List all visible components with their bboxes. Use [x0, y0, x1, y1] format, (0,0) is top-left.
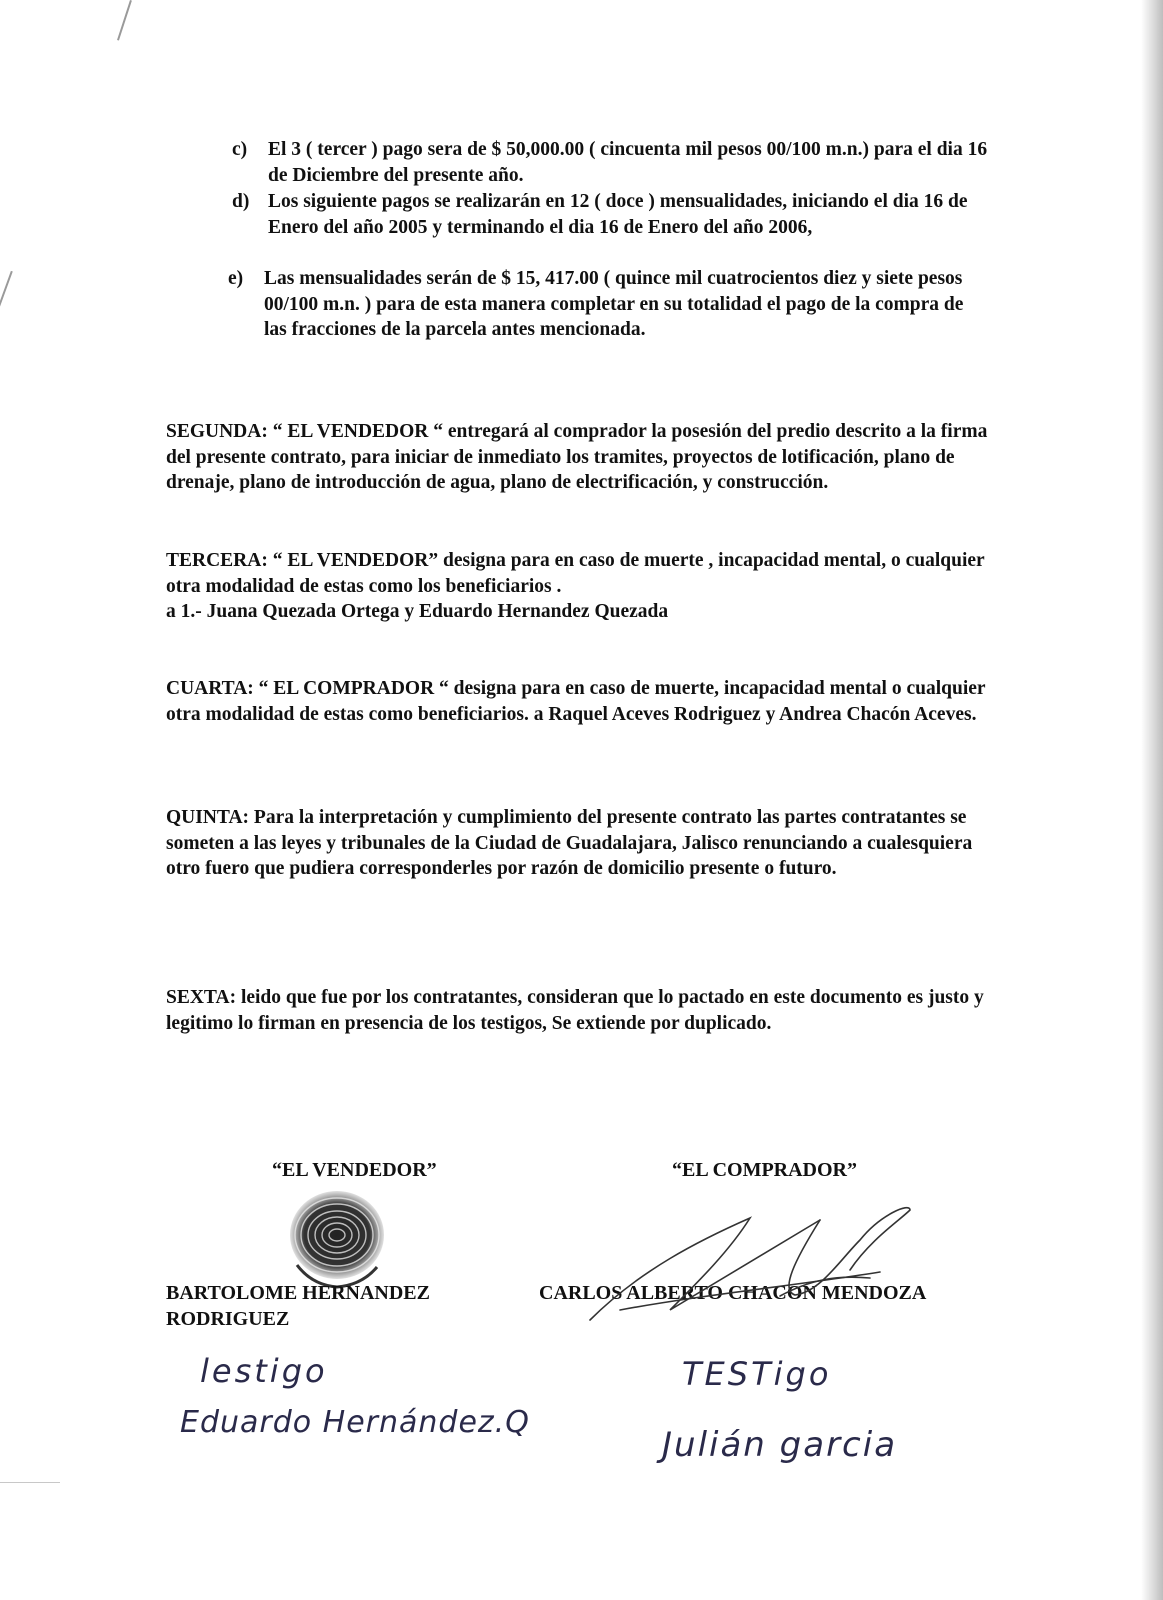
item-label: c): [232, 139, 248, 160]
payment-item-e: [228, 266, 988, 343]
buyer-title: “EL COMPRADOR”: [672, 1159, 857, 1181]
clause-cuarta: CUARTA: “ EL COMPRADOR “ designa para en caso de muerte, incapacidad mental o cualquier otra modalidad de estas como beneficiarios. a Raquel Aceves Rodriguez y Andrea Chacón Aceves.: [166, 678, 986, 725]
item-label: d): [232, 191, 250, 212]
payment-item-d: [232, 189, 992, 240]
witness-left-name: Eduardo Hernández.Q: [180, 1405, 530, 1440]
clause-sexta: SEXTA: leido que fue por los contratantes, consideran que lo pactado en este documento es justo y legitimo lo firman en presencia de los testigos, Se extiende por duplicado.: [166, 987, 984, 1034]
fingerprint-icon: [282, 1185, 392, 1295]
clause-tercera-text: TERCERA: “ EL VENDEDOR” designa para en caso de muerte , incapacidad mental, o cualquier otra modalidad de estas como los beneficiarios .: [166, 550, 985, 597]
clause-segunda: SEGUNDA: “ EL VENDEDOR “ entregará al comprador la posesión del predio descrito a la firma del presente contrato, para iniciar de inmediato los tramites, proyectos de lotificación, plano de drenaje, plano de introducción de agua, plano de electrificación, y construcción.: [166, 421, 988, 493]
seller-name: [166, 1280, 430, 1332]
clause-tercera: [166, 548, 996, 625]
buyer-signature-icon: [580, 1200, 920, 1330]
payment-item-c: [232, 137, 992, 188]
item-label: e): [228, 268, 244, 289]
scan-edge-shadow: [1141, 0, 1163, 1600]
scan-mark-left: [0, 271, 13, 309]
item-text: Los siguiente pagos se realizarán en 12 ( doce ) mensualidades, iniciando el dia 16 de Enero del año 2005 y terminando el dia 16 de Enero del año 2006,: [268, 191, 968, 238]
scan-mark-top: [117, 0, 132, 41]
item-text: El 3 ( tercer ) pago sera de $ 50,000.00 ( cincuenta mil pesos 00/100 m.n.) para el dia 16 de Diciembre del presente año.: [268, 139, 988, 186]
seller-name-line2: RODRIGUEZ: [166, 1308, 290, 1330]
clause-tercera-beneficiaries: a 1.- Juana Quezada Ortega y Eduardo Hernandez Quezada: [166, 601, 669, 622]
buyer-name: CARLOS ALBERTO CHACON MENDOZA: [539, 1282, 927, 1304]
item-text: Las mensualidades serán de $ 15, 417.00 ( quince mil cuatrocientos diez y siete pesos 00/100 m.n. ) para de esta manera completar en su totalidad el pago de la compra de las fracciones de la parcela antes mencionada.: [264, 268, 964, 340]
witness-right-name: Julián garcia: [662, 1425, 898, 1465]
seller-name-line1: BARTOLOME HERNANDEZ: [166, 1282, 430, 1304]
witness-left-label: lestigo: [200, 1352, 328, 1390]
scan-mark-bottom: [0, 1482, 60, 1483]
seller-title: “EL VENDEDOR”: [272, 1159, 437, 1181]
witness-right-label: TESTigo: [682, 1355, 832, 1393]
clause-quinta: QUINTA: Para la interpretación y cumplimiento del presente contrato las partes contratantes se someten a las leyes y tribunales de la Ciudad de Guadalajara, Jalisco renunciando a cualesquiera otro fuero que pudiera corresponderles por razón de domicilio presente o futuro.: [166, 807, 973, 879]
